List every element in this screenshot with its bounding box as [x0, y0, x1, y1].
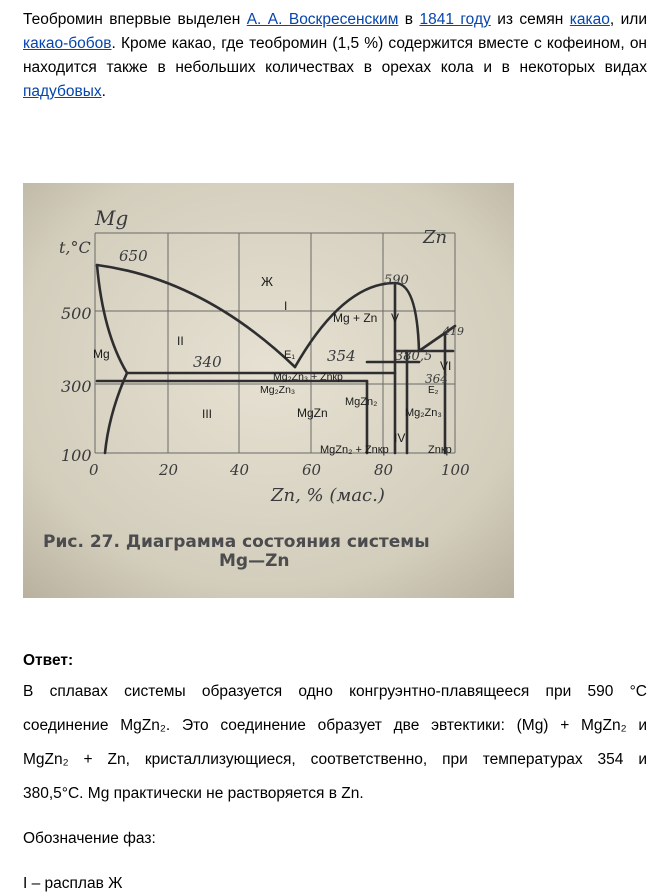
- temp-419: 419: [443, 325, 464, 338]
- caption-line-2: Mg—Zn: [219, 551, 290, 571]
- caption-line-1: Рис. 27. Диаграмма состояния системы: [43, 532, 430, 552]
- label-mgzn2-zn: MgZn₂ + Znкр: [320, 444, 389, 456]
- answer-line: 380,5°С. Mg практически не растворяется в Zn.: [23, 785, 364, 802]
- label-liquid: Ж: [261, 274, 274, 289]
- label-tc: t,°C: [59, 238, 91, 257]
- label-mg2zn3: Mg₂Zn₃: [260, 384, 296, 396]
- xtick: 80: [374, 461, 394, 479]
- label-mgzn: MgZn: [297, 406, 328, 420]
- label-e2: E₂: [428, 385, 439, 396]
- phases-title: Обозначение фаз:: [23, 830, 156, 847]
- label-mgzn2: MgZn₂: [345, 396, 378, 408]
- intro-text: . Кроме какао, где теобромин (1,5 %) содержится вместе с кофеином, он находится также в небольших количествах в орехах кола и в некоторых видах: [23, 35, 647, 76]
- region-II: II: [177, 334, 184, 348]
- intro-text: в: [398, 11, 420, 28]
- temp-364: 364: [425, 372, 448, 386]
- phase-item-1: I – расплав Ж: [23, 875, 123, 892]
- label-mg-top: Mg: [95, 206, 129, 230]
- intro-text: , или: [609, 11, 647, 28]
- ytick: 500: [61, 304, 92, 323]
- ytick: 100: [61, 446, 92, 465]
- ytick: 300: [61, 377, 92, 396]
- answer-title: Ответ:: [23, 652, 74, 669]
- label-mg2zn3-b: Mg₂Zn₃: [405, 407, 442, 419]
- xtick: 60: [302, 461, 322, 479]
- link-cacao[interactable]: какао: [569, 11, 610, 28]
- xtick: 20: [159, 461, 179, 479]
- label-mg: Mg: [93, 347, 110, 361]
- intro-paragraph: [23, 8, 647, 104]
- intro-text: Теобромин впервые выделен: [23, 11, 247, 28]
- answer-line: MgZn₂ + Zn, кристаллизующиеся, соответственно, при температурах 354 и: [23, 751, 647, 768]
- temp-380-5: 380,5: [395, 349, 433, 364]
- intro-text: .: [101, 83, 106, 100]
- link-1841[interactable]: 1841 году: [419, 11, 491, 28]
- temp-354: 354: [327, 347, 356, 365]
- temp-340: 340: [193, 353, 222, 371]
- region-I: I: [284, 299, 288, 313]
- region-III: III: [202, 407, 213, 421]
- phase-diagram-svg: [23, 183, 514, 598]
- region-IV: IV: [394, 431, 406, 445]
- link-voskresensky[interactable]: А. А. Воскресенским: [246, 11, 399, 28]
- label-mg2zn3-zn: Mg₂Zn₃ + Znкр: [273, 371, 343, 383]
- link-holly[interactable]: падубовых: [23, 83, 102, 100]
- temp-590: 590: [384, 273, 409, 288]
- label-zn-cr: Znкр: [428, 444, 452, 456]
- intro-text: из семян: [490, 11, 570, 28]
- x-axis-label: Zn, % (мас.): [271, 485, 385, 506]
- link-cacao-beans[interactable]: какао-бобов: [23, 35, 112, 52]
- label-mg-zn: Mg + Zn: [333, 311, 378, 325]
- answer-body: [23, 683, 647, 819]
- xtick: 100: [441, 461, 470, 479]
- temp-650: 650: [119, 247, 148, 265]
- phase-diagram-photo: [23, 183, 514, 598]
- label-zn-top: Zn: [423, 227, 448, 248]
- region-VI: VI: [440, 359, 452, 373]
- label-e1: E₁: [284, 349, 296, 361]
- region-V: V: [391, 311, 400, 325]
- answer-line: В сплавах системы образуется одно конгруэнтно-плавящееся при 590 °С: [23, 683, 647, 700]
- xtick: 40: [230, 461, 250, 479]
- xtick: 0: [89, 461, 99, 479]
- answer-line: соединение MgZn₂. Это соединение образует две эвтектики: (Mg) + MgZn₂ и: [23, 717, 647, 734]
